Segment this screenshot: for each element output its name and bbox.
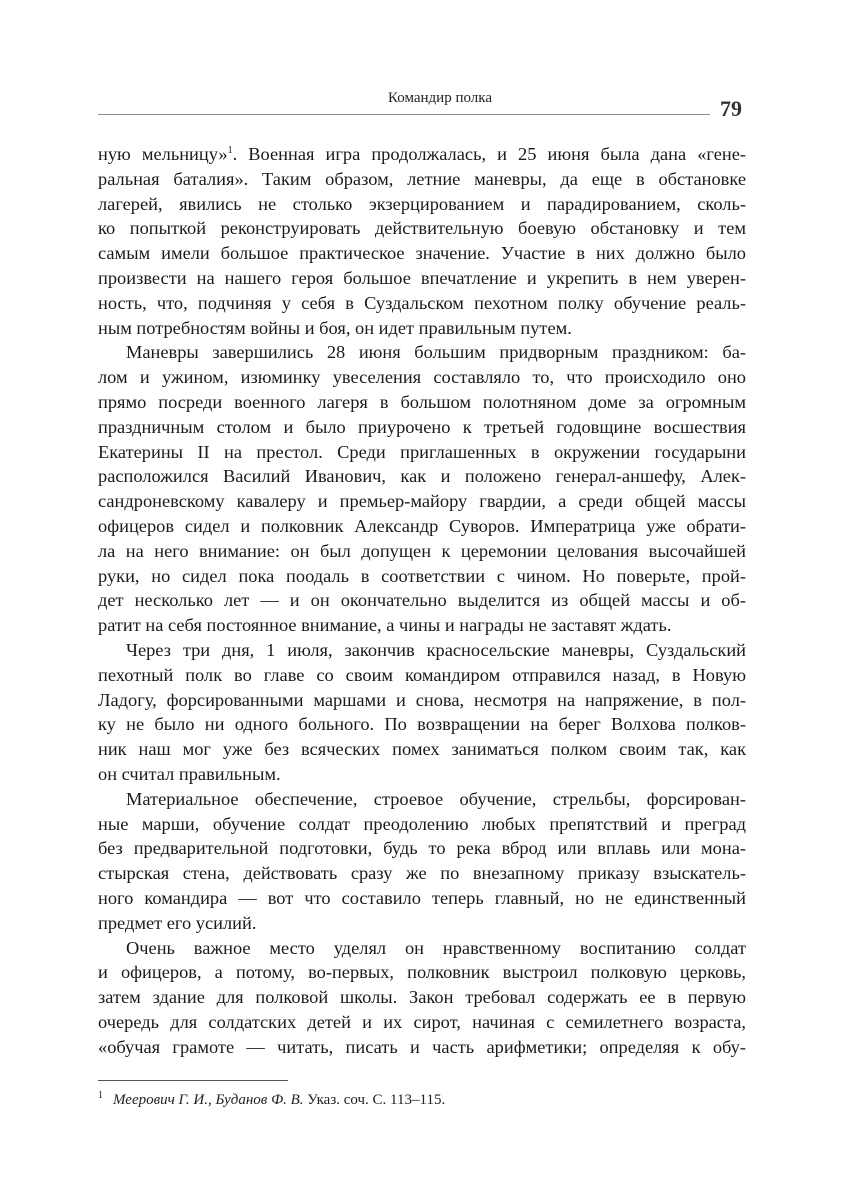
footnote-divider bbox=[98, 1080, 288, 1081]
page-number: 79 bbox=[720, 96, 742, 121]
text-line: прямо посреди военного лагеря в большом полотняном доме за огромным bbox=[98, 391, 746, 412]
text-line-end: . Военная игра продолжалась, и 25 июня была дана «гене- bbox=[232, 144, 746, 164]
text-line: праздничным столом и было приурочено к третьей годовщине восшествия bbox=[98, 416, 746, 437]
text-line: произвести на нашего героя большое впечатление и укрепить в нем уверен- bbox=[98, 267, 746, 288]
text-line: ку не было ни одного больного. По возвращении на берег Волхова полков- bbox=[98, 714, 746, 735]
text-line: сандроневскому кавалеру и премьер-майору гвардии, а среди общей массы bbox=[98, 491, 746, 512]
text-line: ным потребностям войны и боя, он идет правильным путем. bbox=[98, 317, 572, 338]
text-line: предмет его усилий. bbox=[98, 912, 257, 933]
footnote-reference: 1 bbox=[227, 144, 233, 156]
text-line: руки, но сидел пока поодаль в соответствии с чином. Но поверьте, прой- bbox=[98, 565, 746, 586]
running-title: Командир полка bbox=[388, 90, 492, 106]
text-line: и офицеров, а потому, во-первых, полковник выстроил полковую церковь, bbox=[98, 962, 746, 983]
text-line: ко попыткой реконструировать действительную боевую обстановку и тем bbox=[98, 218, 746, 239]
text-line: Маневры завершились 28 июня большим придворным праздником: ба- bbox=[126, 342, 746, 363]
text-line: стырская стена, действовать сразу же по внезапному приказу взыскатель- bbox=[98, 863, 746, 884]
text-line: Через три дня, 1 июля, закончив красносельские маневры, Суздальский bbox=[126, 639, 746, 660]
text-line: Екатерины II на престол. Среди приглашенных в окружении государыни bbox=[98, 441, 746, 462]
text-line: ральная баталия». Таким образом, летние маневры, да еще в обстановке bbox=[98, 168, 746, 189]
body-text bbox=[98, 142, 746, 1059]
text-line: офицеров сидел и полковник Александр Суворов. Императрица уже обрати- bbox=[98, 515, 746, 536]
footnote-authors: Меерович Г. И., Буданов Ф. В. bbox=[113, 1092, 304, 1108]
text-line: очередь для солдатских детей и их сирот, начиная с семилетнего возраста, bbox=[98, 1011, 746, 1032]
text-line: ник наш мог уже без всяческих помех заниматься полком своим так, как bbox=[98, 739, 746, 760]
footnote-source: Указ. соч. С. 113–115. bbox=[303, 1092, 446, 1108]
text-line: дет несколько лет — и он окончательно выделится из общей массы и об- bbox=[98, 590, 746, 611]
text-line: лом и ужином, изюминку увеселения составляло то, что происходило оно bbox=[98, 367, 746, 388]
text-line: затем здание для полковой школы. Закон требовал содержать ее в первую bbox=[98, 987, 746, 1008]
text-line: Очень важное место уделял он нравственному воспитанию солдат bbox=[126, 937, 746, 958]
text-line: ратит на себя постоянное внимание, а чины и награды не заставят ждать. bbox=[98, 615, 672, 636]
text-line: самым имели большое практическое значение. Участие в них должно было bbox=[98, 243, 746, 264]
text-line: ные марши, обучение солдат преодолению любых препятствий и преград bbox=[98, 813, 746, 834]
text-line: ность, что, подчиняя у себя в Суздальском пехотном полку обучение реаль- bbox=[98, 292, 746, 313]
text-line: Ладогу, форсированными маршами и снова, несмотря на напряжение, в пол- bbox=[98, 689, 746, 710]
text-line-start: ную мельницу» bbox=[98, 144, 228, 164]
footnote-mark: 1 bbox=[98, 1090, 103, 1101]
text-line bbox=[98, 142, 746, 167]
text-line: ного командира — вот что составило теперь главный, но не единственный bbox=[98, 887, 746, 908]
text-line: он считал правильным. bbox=[98, 763, 281, 784]
text-line: пехотный полк во главе со своим командиром отправился назад, в Новую bbox=[98, 664, 746, 685]
text-line: без предварительной подготовки, будь то река вброд или вплавь или мона- bbox=[98, 838, 746, 859]
text-line: расположился Василий Иванович, как и положено генерал-аншефу, Алек- bbox=[98, 466, 746, 487]
text-line: «обучая грамоте — читать, писать и часть арифметики; определяя к обу- bbox=[98, 1036, 746, 1057]
running-header bbox=[98, 88, 710, 115]
text-line: Материальное обеспечение, строевое обучение, стрельбы, форсирован- bbox=[126, 788, 746, 809]
text-line: ла на него внимание: он был допущен к церемонии целования высочайшей bbox=[98, 540, 746, 561]
text-line: лагерей, явились не столько экзерцированием и парадированием, сколь- bbox=[98, 193, 746, 214]
footnote bbox=[98, 1087, 445, 1109]
